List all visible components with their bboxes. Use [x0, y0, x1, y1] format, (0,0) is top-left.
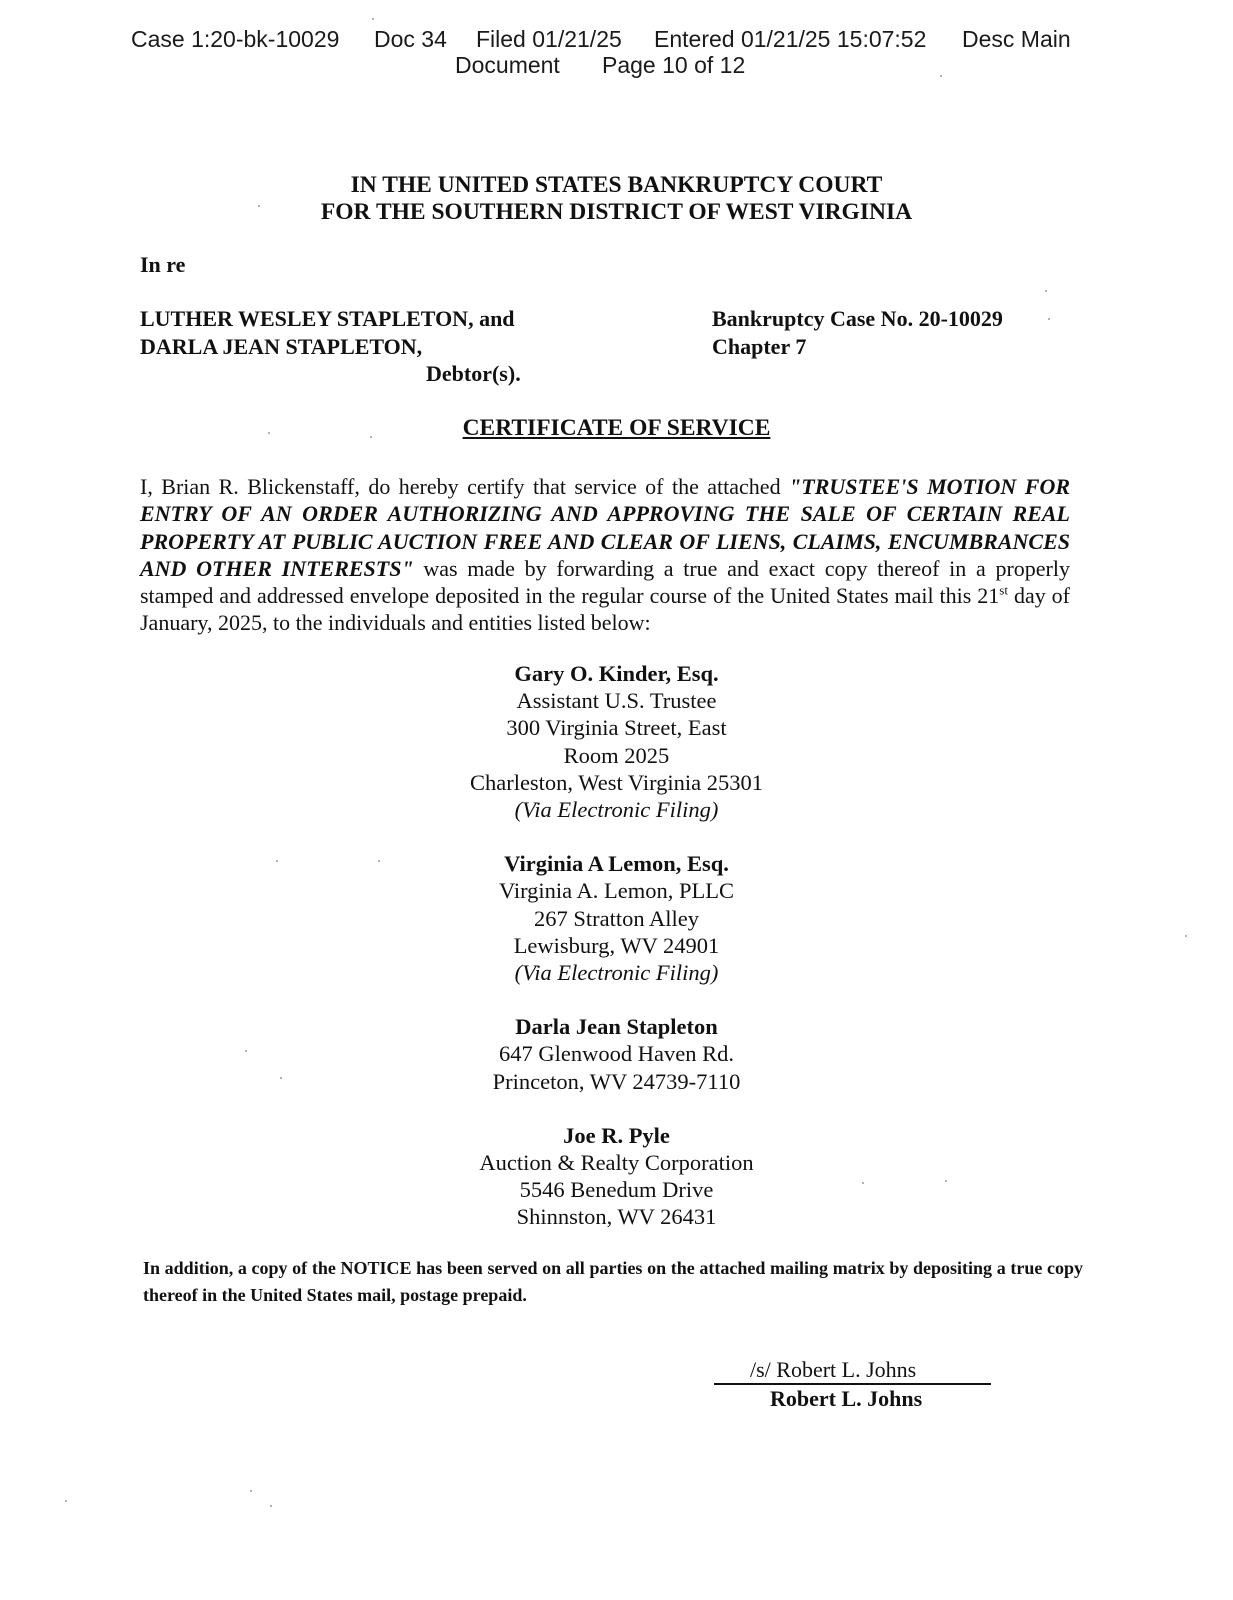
in-re-label: In re — [140, 252, 186, 277]
recipient-list — [0, 660, 1233, 1258]
certificate-title: CERTIFICATE OF SERVICE — [462, 415, 771, 441]
recipient-address-line: Assistant U.S. Trustee — [516, 688, 717, 714]
case-number: Case 1:20-bk-10029 — [131, 26, 340, 52]
recipient-address-line: Princeton, WV 24739-7110 — [492, 1068, 741, 1094]
court-line-1: IN THE UNITED STATES BANKRUPTCY COURT — [350, 172, 883, 198]
recipient-address-line: Auction & Realty Corporation — [479, 1150, 754, 1176]
document-label: Document — [455, 52, 560, 78]
debtor-line-1: LUTHER WESLEY STAPLETON, and — [140, 306, 515, 331]
signer-name: Robert L. Johns — [770, 1386, 923, 1411]
recipient-address-line: Lewisburg, WV 24901 — [513, 932, 720, 958]
recipient-address-line: 300 Virginia Street, East — [506, 715, 727, 741]
additional-service-note: In addition, a copy of the NOTICE has been served on all parties on the attached mailing matrix by depositing a true copy thereof in the United States mail, postage prepaid. — [143, 1258, 1083, 1305]
recipient-name: Darla Jean Stapleton — [515, 1014, 718, 1040]
case-info — [712, 305, 1003, 361]
debtor-names — [140, 305, 515, 361]
recipient-address-line: 267 Stratton Alley — [534, 905, 699, 931]
bankruptcy-case-number: Bankruptcy Case No. 20-10029 — [712, 306, 1003, 331]
debtor-line-2: DARLA JEAN STAPLETON, — [140, 334, 423, 359]
recipient-name: Virginia A Lemon, Esq. — [504, 851, 729, 877]
signature-line: /s/ Robert L. Johns — [714, 1357, 991, 1385]
certificate-middle: was made by forwarding a true and exact copy thereof in a properly stamped and addressed envelope deposited in the regular course of the United States mail this 21 — [140, 555, 1070, 609]
recipient-delivery-method: (Via Electronic Filing) — [514, 960, 719, 986]
entered-date: Entered 01/21/25 15:07:52 — [654, 26, 927, 52]
desc-label: Desc Main — [962, 26, 1071, 52]
recipient-address-line: Room 2025 — [563, 742, 670, 768]
doc-number: Doc 34 — [374, 26, 447, 52]
court-heading — [0, 172, 1233, 226]
recipient-address-line: 5546 Benedum Drive — [519, 1177, 714, 1203]
recipient-block — [0, 1013, 1233, 1095]
ordinal-suffix: st — [999, 582, 1008, 598]
certificate-intro: I, Brian R. Blickenstaff, do hereby certify that service of the attached — [140, 474, 790, 499]
certificate-body — [140, 473, 1070, 637]
recipient-address-line: Shinnston, WV 26431 — [516, 1204, 717, 1230]
chapter-label: Chapter 7 — [712, 334, 807, 359]
recipient-block — [0, 1122, 1233, 1231]
court-line-2: FOR THE SOUTHERN DISTRICT OF WEST VIRGINIA — [320, 199, 913, 225]
recipient-block — [0, 850, 1233, 986]
recipient-address-line: 647 Glenwood Haven Rd. — [499, 1041, 734, 1067]
recipient-address-line: Virginia A. Lemon, PLLC — [498, 878, 735, 904]
motion-title: "TRUSTEE'S MOTION FOR ENTRY OF AN ORDER AUTHORIZING AND APPROVING THE SALE OF CERTAIN REAL PROPERTY AT PUBLIC AUCTION FREE AND CLEAR OF LIENS, CLAIMS, ENCUMBRANCES AND OTHER INTERESTS" — [140, 474, 1071, 581]
recipient-name: Joe R. Pyle — [563, 1122, 670, 1148]
recipient-address-line: Charleston, West Virginia 25301 — [469, 769, 764, 795]
recipient-block — [0, 660, 1233, 823]
recipient-name: Gary O. Kinder, Esq. — [514, 661, 719, 686]
debtor-role: Debtor(s). — [426, 361, 521, 386]
certificate-end: day of January, 2025, to the individuals and entities listed below: — [140, 583, 1070, 636]
page-indicator: Page 10 of 12 — [602, 52, 746, 78]
filed-date: Filed 01/21/25 — [476, 26, 622, 52]
recipient-delivery-method: (Via Electronic Filing) — [514, 797, 719, 823]
